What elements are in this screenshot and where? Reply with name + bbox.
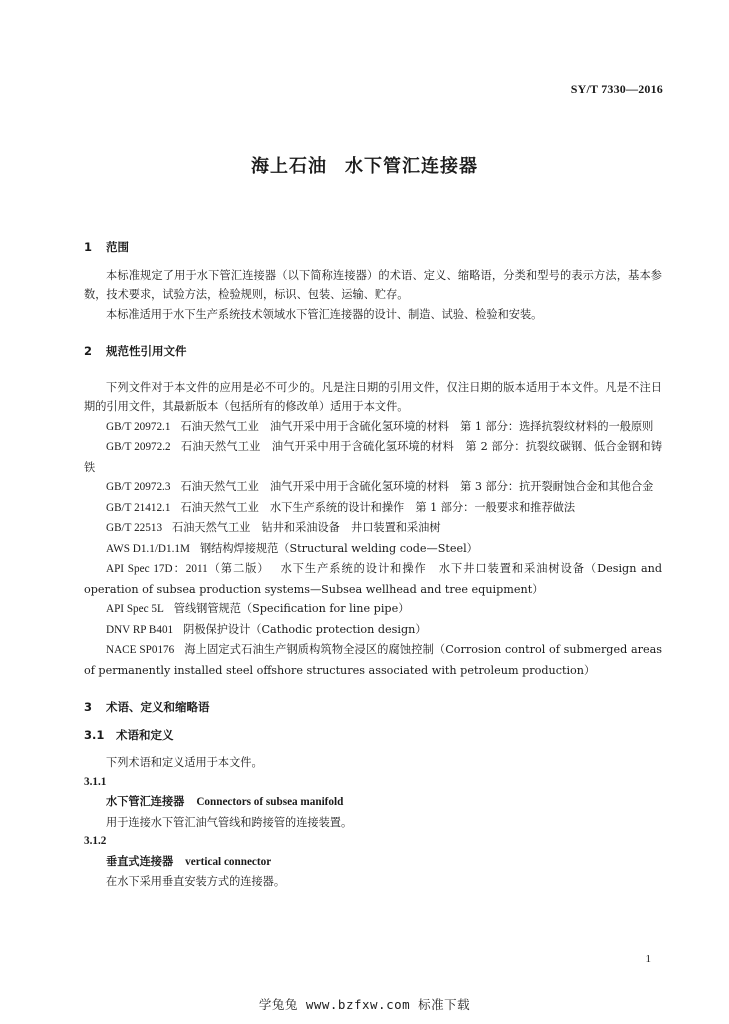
reference-text: 石油天然气工业 油气开采中用于含硫化氢环境的材料 第 1 部分：选择抗裂纹材料的一般原则 xyxy=(180,419,654,433)
reference-code: GB/T 20972.1 xyxy=(106,420,171,433)
reference-code: NACE SP0176 xyxy=(106,644,175,656)
scope-paragraph: 本标准规定了用于水下管汇连接器（以下简称连接器）的术语、定义、缩略语，分类和型号的表示方法，基本参数，技术要求，试验方法，检验规则，标识、包装、运输、贮存。 xyxy=(84,268,662,301)
section-number: 1 xyxy=(84,240,93,254)
term-entry xyxy=(84,852,662,873)
watermark xyxy=(0,995,729,1013)
term-definition: 用于连接水下管汇油气管线和跨接管的连接装置。 xyxy=(106,815,353,829)
section-number: 3 xyxy=(84,700,93,714)
reference-text: 石油天然气工业 油气开采中用于含硫化氢环境的材料 第 3 部分：抗开裂耐蚀合金和其他合金 xyxy=(180,480,654,493)
section-heading-scope xyxy=(84,238,662,258)
reference-item xyxy=(84,640,662,680)
watermark-url: www.bzfxw.com xyxy=(305,997,411,1012)
watermark-brand: 学兔兔 xyxy=(258,997,298,1012)
subsection-title: 术语和定义 xyxy=(116,727,174,742)
reference-item xyxy=(84,559,662,599)
reference-text: 水下生产系统的设计和操作 水下井口装置和采油树设备（Design and operation of subsea production systems—Subsea wellhead and tree equipment） xyxy=(84,562,662,596)
section-title: 范围 xyxy=(106,240,129,254)
reference-text: 石油天然气工业 水下生产系统的设计和操作 第 1 部分：一般要求和推荐做法 xyxy=(180,500,576,514)
reference-item xyxy=(84,498,662,519)
reference-text: 海上固定式石油生产钢质构筑物全浸区的腐蚀控制（Corrosion control of submerged areas of permanently installed steel offshore structures associated with petroleum production） xyxy=(84,643,662,677)
standard-code: SY/T 7330—2016 xyxy=(570,82,663,96)
reference-text: 石油天然气工业 钻井和采油设备 井口装置和采油树 xyxy=(172,521,441,534)
section-number: 2 xyxy=(84,344,93,358)
term-zh: 垂直式连接器 xyxy=(106,854,174,868)
reference-item xyxy=(84,477,662,498)
reference-code: API Spec 5L xyxy=(106,603,164,615)
term-number: 3.1.2 xyxy=(84,835,107,847)
document-body xyxy=(84,238,662,892)
terms-intro: 下列术语和定义适用于本文件。 xyxy=(106,756,263,769)
section-heading-normative-references xyxy=(84,342,662,362)
watermark-label: 标准下载 xyxy=(418,997,471,1012)
references-intro: 下列文件对于本文件的应用是必不可少的。凡是注日期的引用文件，仅注日期的版本适用于本文件。凡是不注日期的引用文件，其最新版本（包括所有的修改单）适用于本文件。 xyxy=(84,380,662,413)
section-title: 术语、定义和缩略语 xyxy=(106,700,210,714)
term-definition: 在水下采用垂直安装方式的连接器。 xyxy=(106,875,286,888)
term-number: 3.1.1 xyxy=(84,775,107,788)
reference-code: GB/T 20972.2 xyxy=(106,441,171,453)
reference-text: 石油天然气工业 油气开采中用于含硫化氢环境的材料 第 2 部分：抗裂纹碳钢、低合金钢和铸铁 xyxy=(84,440,663,474)
scope-paragraph: 本标准适用于水下生产系统技术领域水下管汇连接器的设计、制造、试验、检验和安装。 xyxy=(106,307,543,321)
reference-item xyxy=(84,417,662,438)
reference-code: DNV RP B401 xyxy=(106,623,174,636)
reference-text: 钢结构焊接规范（Structural welding code—Steel） xyxy=(199,541,478,555)
subsection-heading-terms-definitions xyxy=(84,726,662,746)
section-title: 规范性引用文件 xyxy=(106,344,187,358)
term-en: Connectors of subsea manifold xyxy=(196,796,344,808)
term-en: vertical connector xyxy=(185,855,272,868)
title-part-2: 水下管汇连接器 xyxy=(345,156,478,177)
reference-text: 阴极保护设计（Cathodic protection design） xyxy=(183,622,427,636)
reference-item xyxy=(84,620,662,641)
reference-text: 管线钢管规范（Specification for line pipe） xyxy=(173,602,410,615)
document-title xyxy=(0,152,729,178)
section-heading-terms xyxy=(84,698,662,718)
page-number: 1 xyxy=(645,953,651,965)
reference-code: GB/T 22513 xyxy=(106,522,163,534)
reference-code: GB/T 20972.3 xyxy=(106,481,171,493)
subsection-number: 3.1 xyxy=(84,727,105,742)
reference-item xyxy=(84,437,662,477)
reference-code: API Spec 17D：2011（第二版） xyxy=(106,563,270,575)
reference-code: AWS D1.1/D1.1M xyxy=(106,542,190,555)
term-entry xyxy=(84,792,662,813)
reference-item xyxy=(84,599,662,620)
reference-item xyxy=(84,539,662,560)
reference-code: GB/T 21412.1 xyxy=(106,501,171,514)
title-part-1: 海上石油 xyxy=(251,156,327,177)
reference-item xyxy=(84,518,662,539)
term-zh: 水下管汇连接器 xyxy=(106,795,185,808)
